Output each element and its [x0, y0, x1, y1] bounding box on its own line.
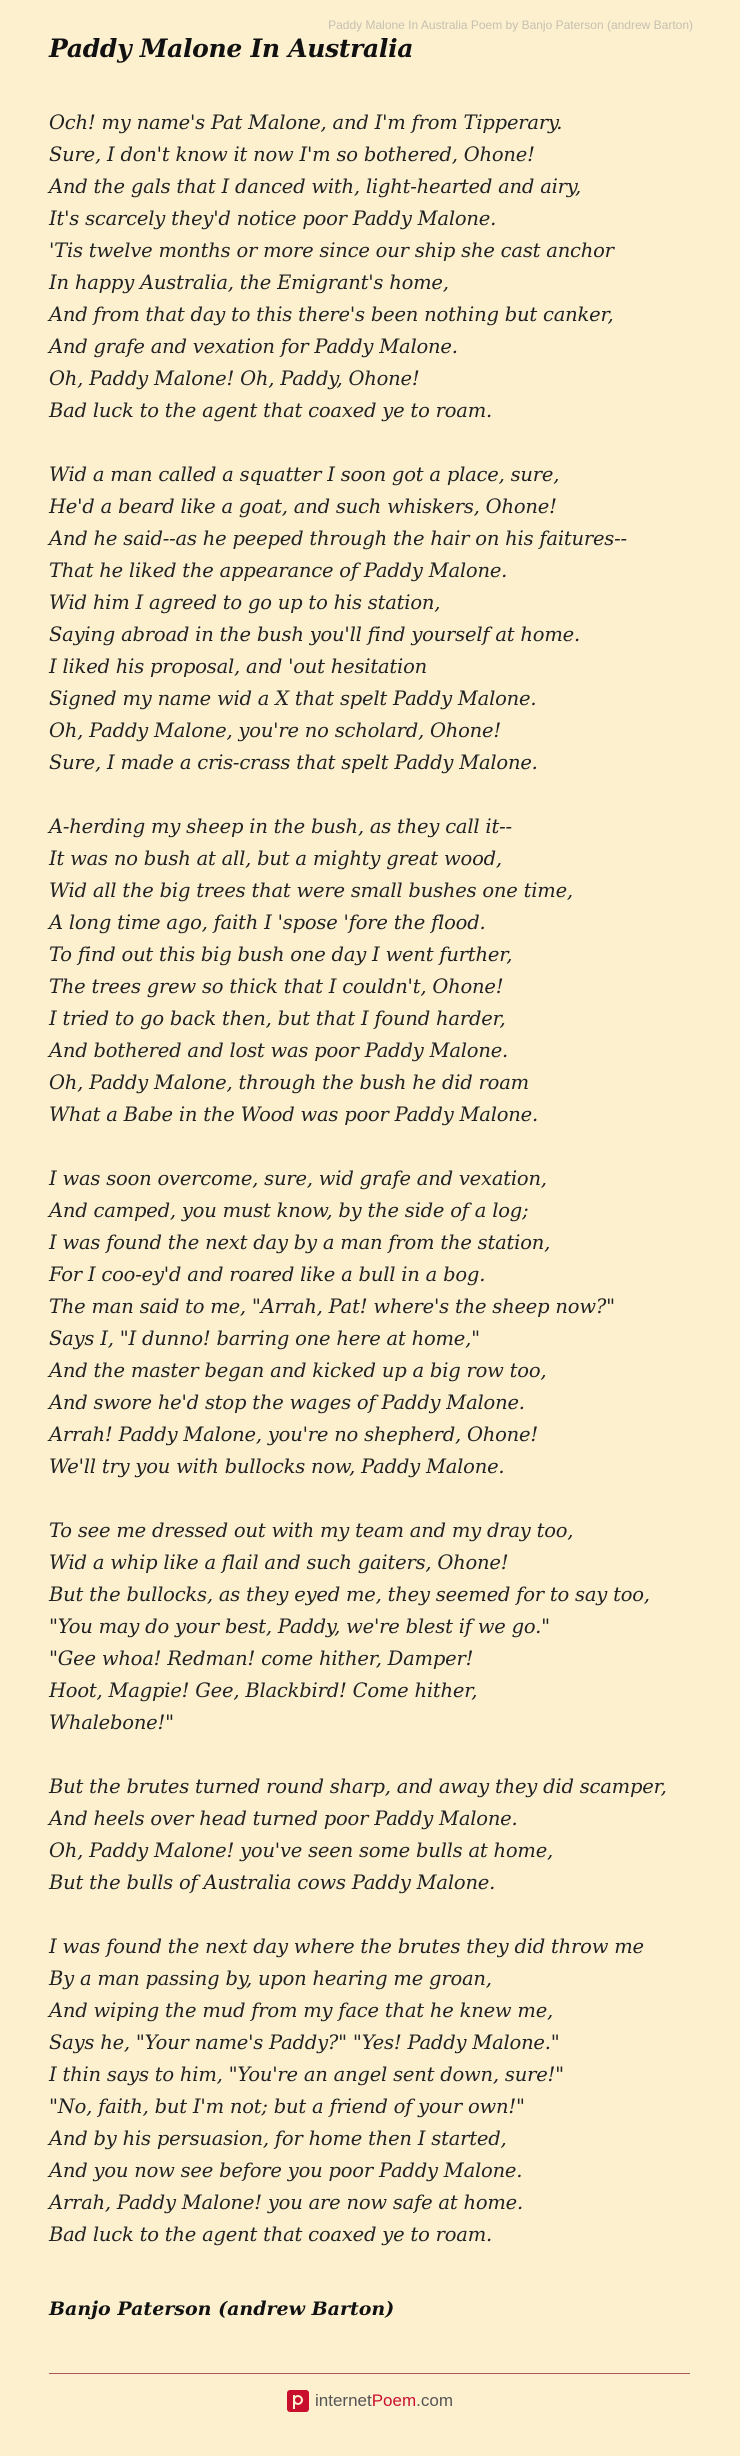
stanza [49, 459, 710, 779]
poem-line: It was no bush at all, but a mighty great wood, [49, 847, 502, 870]
header-caption: Paddy Malone In Australia Poem by Banjo Paterson (andrew Barton) [328, 18, 693, 32]
poem-line: Sure, I made a cris-crass that spelt Paddy Malone. [49, 751, 538, 774]
poem-line: Signed my name wid a X that spelt Paddy Malone. [49, 687, 537, 710]
poem-line: Says he, "Your name's Paddy?" "Yes! Paddy Malone." [49, 2031, 560, 2054]
poem-line: "Gee whoa! Redman! come hither, Damper! [49, 1647, 474, 1670]
poem-line: And by his persuasion, for home then I started, [49, 2127, 507, 2150]
poem-line: I thin says to him, "You're an angel sent down, sure!" [49, 2063, 564, 2086]
poem-line: That he liked the appearance of Paddy Malone. [49, 559, 508, 582]
poem-line: I was found the next day where the brutes they did throw me [49, 1935, 644, 1958]
poem-line: He'd a beard like a goat, and such whiskers, Ohone! [49, 495, 557, 518]
poem-line: For I coo-ey'd and roared like a bull in a bog. [49, 1263, 486, 1286]
poem-line: By a man passing by, upon hearing me groan, [49, 1967, 492, 1990]
poem-line: And heels over head turned poor Paddy Malone. [49, 1807, 518, 1830]
stanza [49, 1515, 710, 1739]
poem-line: In happy Australia, the Emigrant's home, [49, 271, 449, 294]
poem-line: But the brutes turned round sharp, and away they did scamper, [49, 1775, 667, 1798]
poem-line: "You may do your best, Paddy, we're blest if we go." [49, 1615, 550, 1638]
poem-line: And wiping the mud from my face that he knew me, [49, 1999, 554, 2022]
stanza [49, 811, 710, 1131]
poem-line: I tried to go back then, but that I found harder, [49, 1007, 506, 1030]
poem-line: To see me dressed out with my team and my dray too, [49, 1519, 574, 1542]
poem-line: "No, faith, but I'm not; but a friend of your own!" [49, 2095, 525, 2118]
stanza [49, 1931, 710, 2251]
poem-line: A long time ago, faith I 'spose 'fore the flood. [49, 911, 486, 934]
poem-line: And he said--as he peeped through the hair on his faitures-- [49, 527, 627, 550]
poem-line: Och! my name's Pat Malone, and I'm from Tipperary. [49, 111, 563, 134]
poem-line: The man said to me, "Arrah, Pat! where's the sheep now?" [49, 1295, 615, 1318]
poem-line: Whalebone!" [49, 1711, 174, 1734]
poem-line: The trees grew so thick that I couldn't, Ohone! [49, 975, 504, 998]
poem-line: Says I, "I dunno! barring one here at home," [49, 1327, 480, 1350]
poem-line: Bad luck to the agent that coaxed ye to roam. [49, 2223, 492, 2246]
poem-author: Banjo Paterson (andrew Barton) [49, 2298, 395, 2320]
poem-line: And grafe and vexation for Paddy Malone. [49, 335, 458, 358]
site-logo[interactable] [0, 2385, 740, 2417]
poem-title: Paddy Malone In Australia [49, 34, 414, 63]
logo-accent: Poem [371, 2391, 417, 2410]
poem-line: Wid a man called a squatter I soon got a place, sure, [49, 463, 560, 486]
poem-line: What a Babe in the Wood was poor Paddy Malone. [49, 1103, 538, 1126]
poem-line: And you now see before you poor Paddy Malone. [49, 2159, 523, 2182]
poem-line: Oh, Paddy Malone! you've seen some bulls at home, [49, 1839, 554, 1862]
poem-line: And the master began and kicked up a big row too, [49, 1359, 547, 1382]
poem-line: Arrah! Paddy Malone, you're no shepherd, Ohone! [49, 1423, 539, 1446]
poem-line: And bothered and lost was poor Paddy Malone. [49, 1039, 509, 1062]
poem-line: Arrah, Paddy Malone! you are now safe at home. [49, 2191, 524, 2214]
poem-line: But the bulls of Australia cows Paddy Malone. [49, 1871, 496, 1894]
poem-line: Wid a whip like a flail and such gaiters, Ohone! [49, 1551, 509, 1574]
poem-line: It's scarcely they'd notice poor Paddy Malone. [49, 207, 497, 230]
stanza [49, 1771, 710, 1899]
poem-line: Hoot, Magpie! Gee, Blackbird! Come hither, [49, 1679, 478, 1702]
poem-line: And from that day to this there's been nothing but canker, [49, 303, 614, 326]
poem-line: I was soon overcome, sure, wid grafe and vexation, [49, 1167, 547, 1190]
site-logo-text [315, 2391, 453, 2411]
footer-divider [49, 2373, 690, 2374]
stanza [49, 107, 710, 427]
poem-line: And camped, you must know, by the side of a log; [49, 1199, 529, 1222]
internetpoem-logo-icon [287, 2390, 309, 2412]
poem-line: 'Tis twelve months or more since our ship she cast anchor [49, 239, 614, 262]
poem-line: I was found the next day by a man from the station, [49, 1231, 551, 1254]
poem-body [49, 107, 710, 2283]
poem-line: Oh, Paddy Malone, through the bush he did roam [49, 1071, 529, 1094]
poem-line: But the bullocks, as they eyed me, they seemed for to say too, [49, 1583, 650, 1606]
poem-line: To find out this big bush one day I went further, [49, 943, 513, 966]
poem-line: Sure, I don't know it now I'm so bothered, Ohone! [49, 143, 535, 166]
poem-line: Wid all the big trees that were small bushes one time, [49, 879, 573, 902]
poem-line: Oh, Paddy Malone! Oh, Paddy, Ohone! [49, 367, 420, 390]
poem-line: We'll try you with bullocks now, Paddy Malone. [49, 1455, 505, 1478]
poem-line: Wid him I agreed to go up to his station, [49, 591, 441, 614]
poem-line: And the gals that I danced with, light-hearted and airy, [49, 175, 582, 198]
poem-line: Bad luck to the agent that coaxed ye to roam. [49, 399, 492, 422]
poem-line: Saying abroad in the bush you'll find yourself at home. [49, 623, 580, 646]
logo-suffix: .com [416, 2391, 453, 2410]
poem-line: A-herding my sheep in the bush, as they call it-- [49, 815, 512, 838]
stanza [49, 1163, 710, 1483]
poem-line: Oh, Paddy Malone, you're no scholard, Ohone! [49, 719, 502, 742]
poem-line: And swore he'd stop the wages of Paddy Malone. [49, 1391, 525, 1414]
logo-prefix: internet [315, 2391, 372, 2410]
poem-line: I liked his proposal, and 'out hesitation [49, 655, 427, 678]
